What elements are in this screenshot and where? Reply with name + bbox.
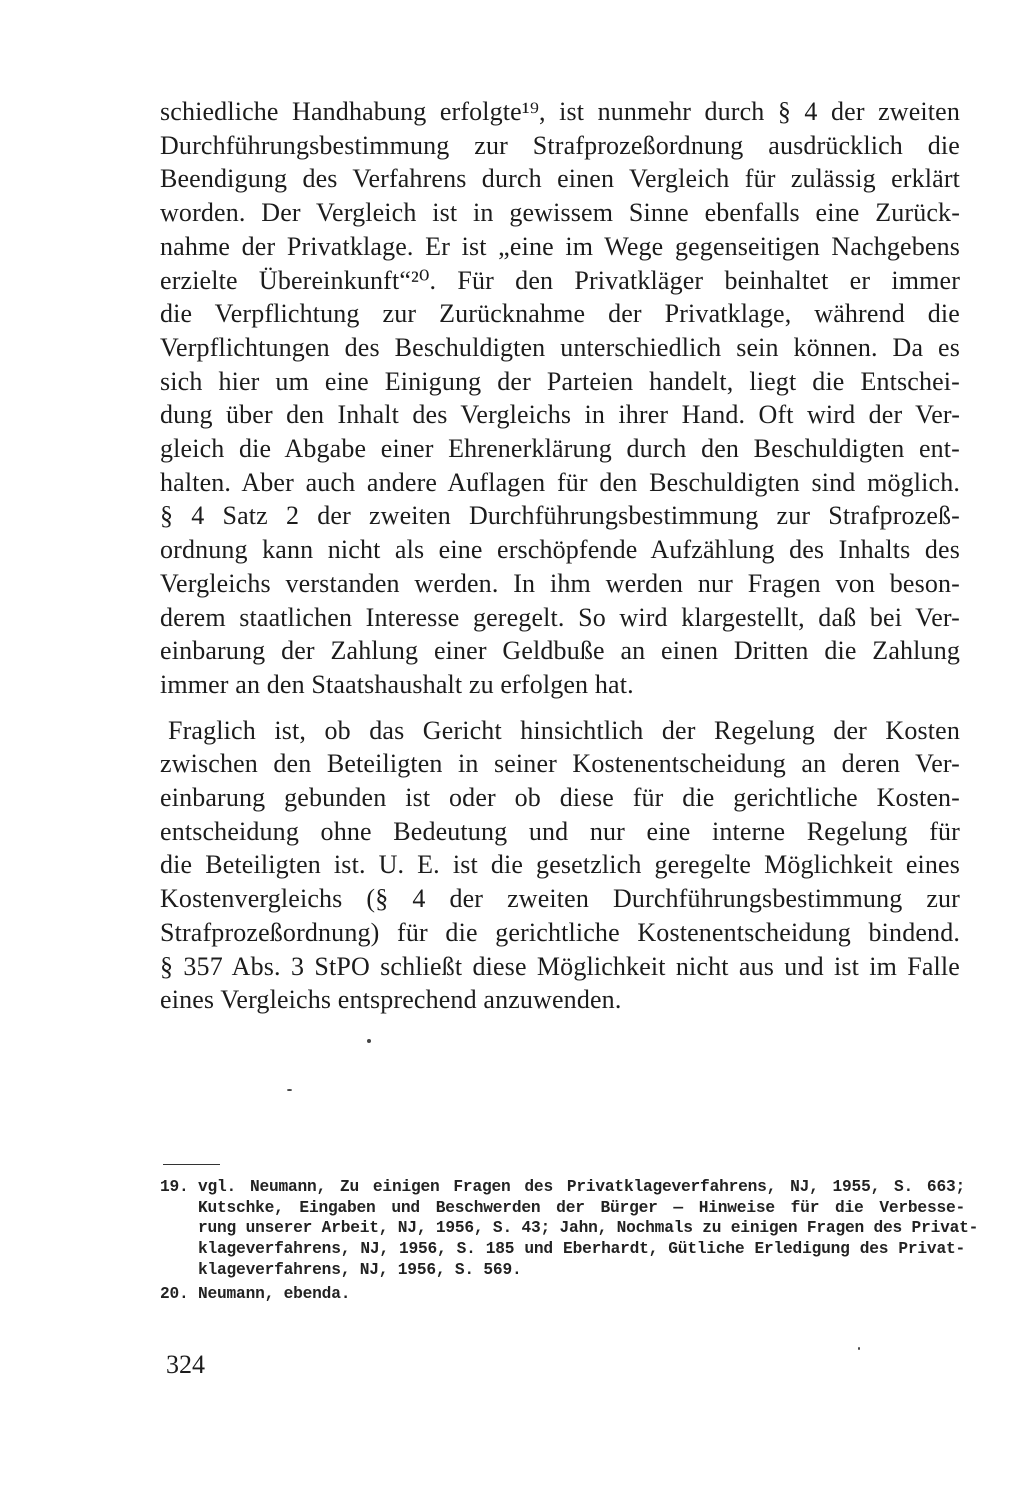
scan-speck [858,1347,860,1350]
text-line: worden. Der Vergleich ist in gewissem Sinne ebenfalls eine Zurück- [160,198,960,228]
text-line: Beendigung des Verfahrens durch einen Vergleich für zulässig erklärt [160,164,960,194]
text-line: Fraglich ist, ob das Gericht hinsichtlich der Regelung der Kosten [168,715,960,745]
footnote-text: Neumann, ebenda. [198,1284,351,1303]
main-text [160,95,960,1017]
scan-speck [367,1039,371,1043]
paragraph-1 [160,95,960,702]
text-line: immer an den Staatshaushalt zu erfolgen hat. [160,669,634,699]
text-line: entscheidung ohne Bedeutung und nur eine interne Regelung für [160,816,960,846]
paragraph-2 [160,714,960,1017]
footnote-19 [160,1177,979,1281]
paragraph-gap [160,702,960,714]
text-line: halten. Aber auch andere Auflagen für den Beschuldigten sind möglich. [160,467,960,497]
footnote-rule [163,1164,220,1165]
text-line: gleich die Abgabe einer Ehrenerklärung durch den Beschuldigten ent- [160,434,960,464]
footnotes [160,1177,979,1307]
text-line: schiedliche Handhabung erfolgte¹⁹, ist nunmehr durch § 4 der zweiten [160,97,960,126]
text-line: nahme der Privatklage. Er ist „eine im Wege gegenseitigen Nachgebens [160,231,960,261]
text-line: Strafprozeßordnung) für die gerichtliche Kostenentscheidung bindend. [160,917,960,947]
text-line: Vergleichs verstanden werden. In ihm werden nur Fragen von beson- [160,568,960,598]
footnote-number: 20. [160,1284,189,1303]
text-line: ordnung kann nicht als eine erschöpfende Aufzählung des Inhalts des [160,535,960,565]
footnote-line: klageverfahrens, NJ, 1956, S. 185 und Eberhardt, Gütliche Erledigung des Privat- [198,1240,965,1259]
text-line: einbarung gebunden ist oder ob diese für die gerichtliche Kosten- [160,783,960,813]
text-line: Verpflichtungen des Beschuldigten unterschiedlich sein können. Da es [160,332,960,362]
footnote-20 [160,1284,965,1305]
footnote-line: rung unserer Arbeit, NJ, 1956, S. 43; Jahn, Nochmals zu einigen Fragen des Privat- [198,1219,979,1238]
text-line: derem staatlichen Interesse geregelt. So wird klargestellt, daß bei Ver- [160,602,960,632]
text-line: Kostenvergleichs (§ 4 der zweiten Durchführungsbestimmung zur [160,884,960,914]
text-line: erzielte Übereinkunft“²⁰. Für den Privatkläger beinhaltet er immer [160,265,960,295]
footnote-line: klageverfahrens, NJ, 1956, S. 569. [198,1260,522,1279]
text-line: § 357 Abs. 3 StPO schließt diese Möglichkeit nicht aus und ist im Falle [160,951,960,981]
text-line: die Verpflichtung zur Zurücknahme der Privatklage, während die [160,299,960,329]
text-line: dung über den Inhalt des Vergleichs in ihrer Hand. Oft wird der Ver- [160,400,960,430]
footnote-line [160,1284,965,1305]
text-line: sich hier um eine Einigung der Parteien handelt, liegt die Entschei- [160,366,960,396]
text-line: zwischen den Beteiligten in seiner Kostenentscheidung an deren Ver- [160,749,960,779]
text-line: eines Vergleichs entsprechend anzuwenden. [160,985,622,1015]
footnote-line [160,1177,965,1198]
page-number: 324 [166,1350,205,1379]
text-line: § 4 Satz 2 der zweiten Durchführungsbestimmung zur Strafprozeß- [160,501,960,531]
scan-speck [287,1089,292,1091]
footnote-line: Kutschke, Eingaben und Beschwerden der Bürger — Hinweise für die Verbesse- [198,1198,965,1217]
text-line: die Beteiligten ist. U. E. ist die gesetzlich geregelte Möglichkeit eines [160,850,960,880]
footnote-number: 19. [160,1178,189,1196]
text-line: einbarung der Zahlung einer Geldbuße an einen Dritten die Zahlung [160,636,960,666]
text-line: Durchführungsbestimmung zur Strafprozeßordnung ausdrücklich die [160,130,960,160]
footnote-text: vgl. Neumann, Zu einigen Fragen des Privatklageverfahrens, NJ, 1955, S. 663; [198,1178,965,1196]
